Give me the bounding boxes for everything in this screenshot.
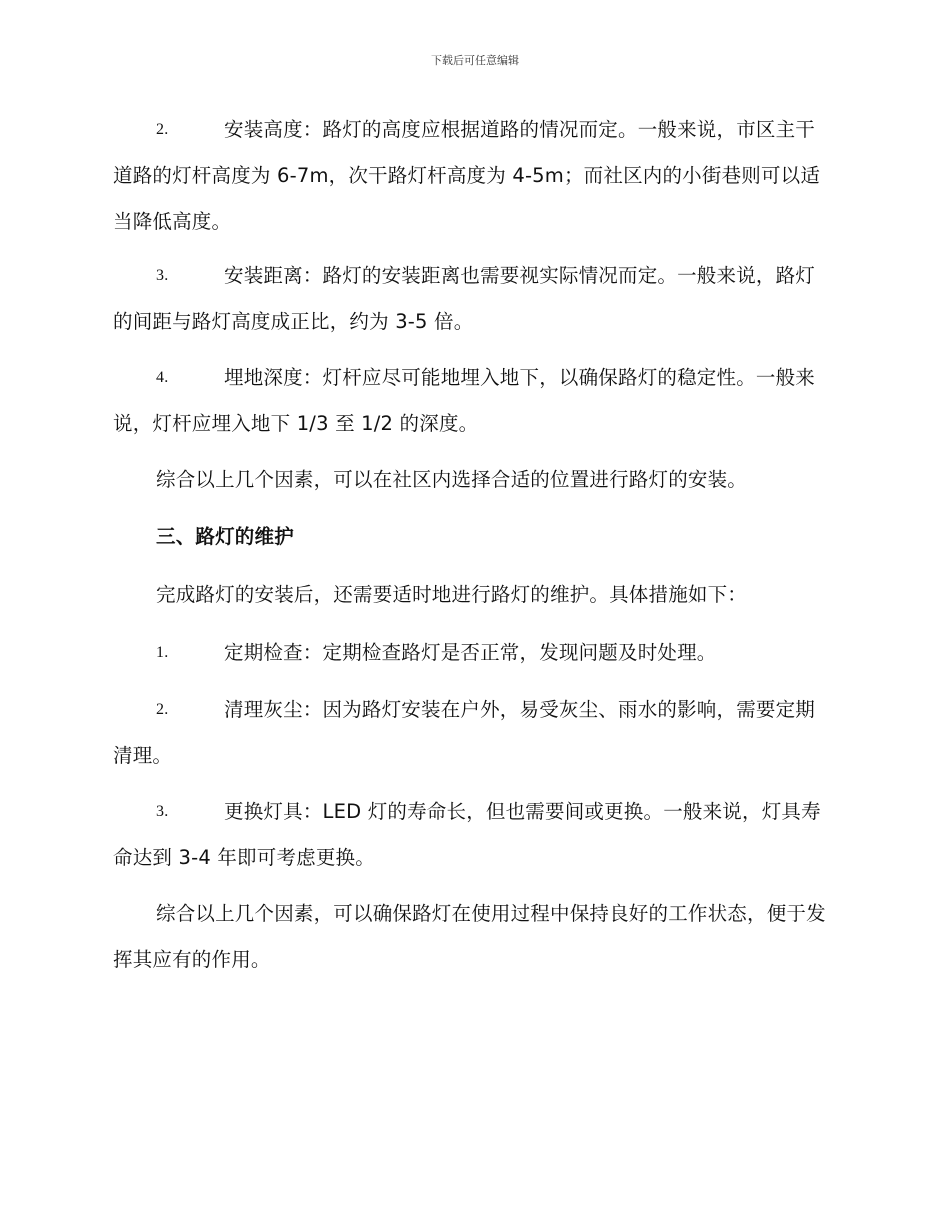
section-heading: 三、路灯的维护 bbox=[156, 525, 294, 548]
summary-paragraph-2: 综合以上几个因素，可以确保路灯在使用过程中保持良好的工作状态，便于发挥其应有的作用。 bbox=[113, 902, 826, 971]
list-item-burial-depth bbox=[113, 355, 833, 447]
list-item-text: 安装距离：路灯的安装距离也需要视实际情况而定。一般来说，路灯的间距与路灯高度成正比，约为 3-5 倍。 bbox=[113, 264, 816, 333]
list-item-replace-lamp bbox=[113, 789, 833, 881]
list-item-install-distance bbox=[113, 253, 833, 345]
list-number: 3. bbox=[156, 267, 169, 284]
list-number: 2. bbox=[156, 701, 169, 718]
list-item-regular-check bbox=[113, 630, 833, 676]
list-item-text: 清理灰尘：因为路灯安装在户外，易受灰尘、雨水的影响，需要定期清理。 bbox=[113, 698, 816, 767]
list-number: 1. bbox=[156, 644, 169, 661]
list-item-text: 定期检查：定期检查路灯是否正常，发现问题及时处理。 bbox=[224, 641, 717, 664]
list-item-text: 埋地深度：灯杆应尽可能地埋入地下，以确保路灯的稳定性。一般来说，灯杆应埋入地下 1/3 至 1/2 的深度。 bbox=[113, 366, 816, 435]
intro-paragraph: 完成路灯的安装后，还需要适时地进行路灯的维护。具体措施如下： bbox=[156, 583, 748, 606]
list-item-text: 更换灯具：LED 灯的寿命长，但也需要间或更换。一般来说，灯具寿命达到 3-4 年即可考虑更换。 bbox=[113, 800, 821, 869]
list-item-clean-dust bbox=[113, 687, 833, 779]
page-header: 下载后可任意编辑 bbox=[431, 54, 519, 67]
list-item-text: 安装高度：路灯的高度应根据道路的情况而定。一般来说，市区主干道路的灯杆高度为 6-7m，次干路灯杆高度为 4-5m；而社区内的小街巷则可以适当降低高度。 bbox=[113, 118, 821, 233]
list-number: 4. bbox=[156, 369, 169, 386]
summary-paragraph-1: 综合以上几个因素，可以在社区内选择合适的位置进行路灯的安装。 bbox=[156, 468, 748, 491]
list-item-install-height bbox=[113, 107, 833, 245]
list-number: 2. bbox=[156, 121, 169, 138]
list-number: 3. bbox=[156, 803, 169, 820]
